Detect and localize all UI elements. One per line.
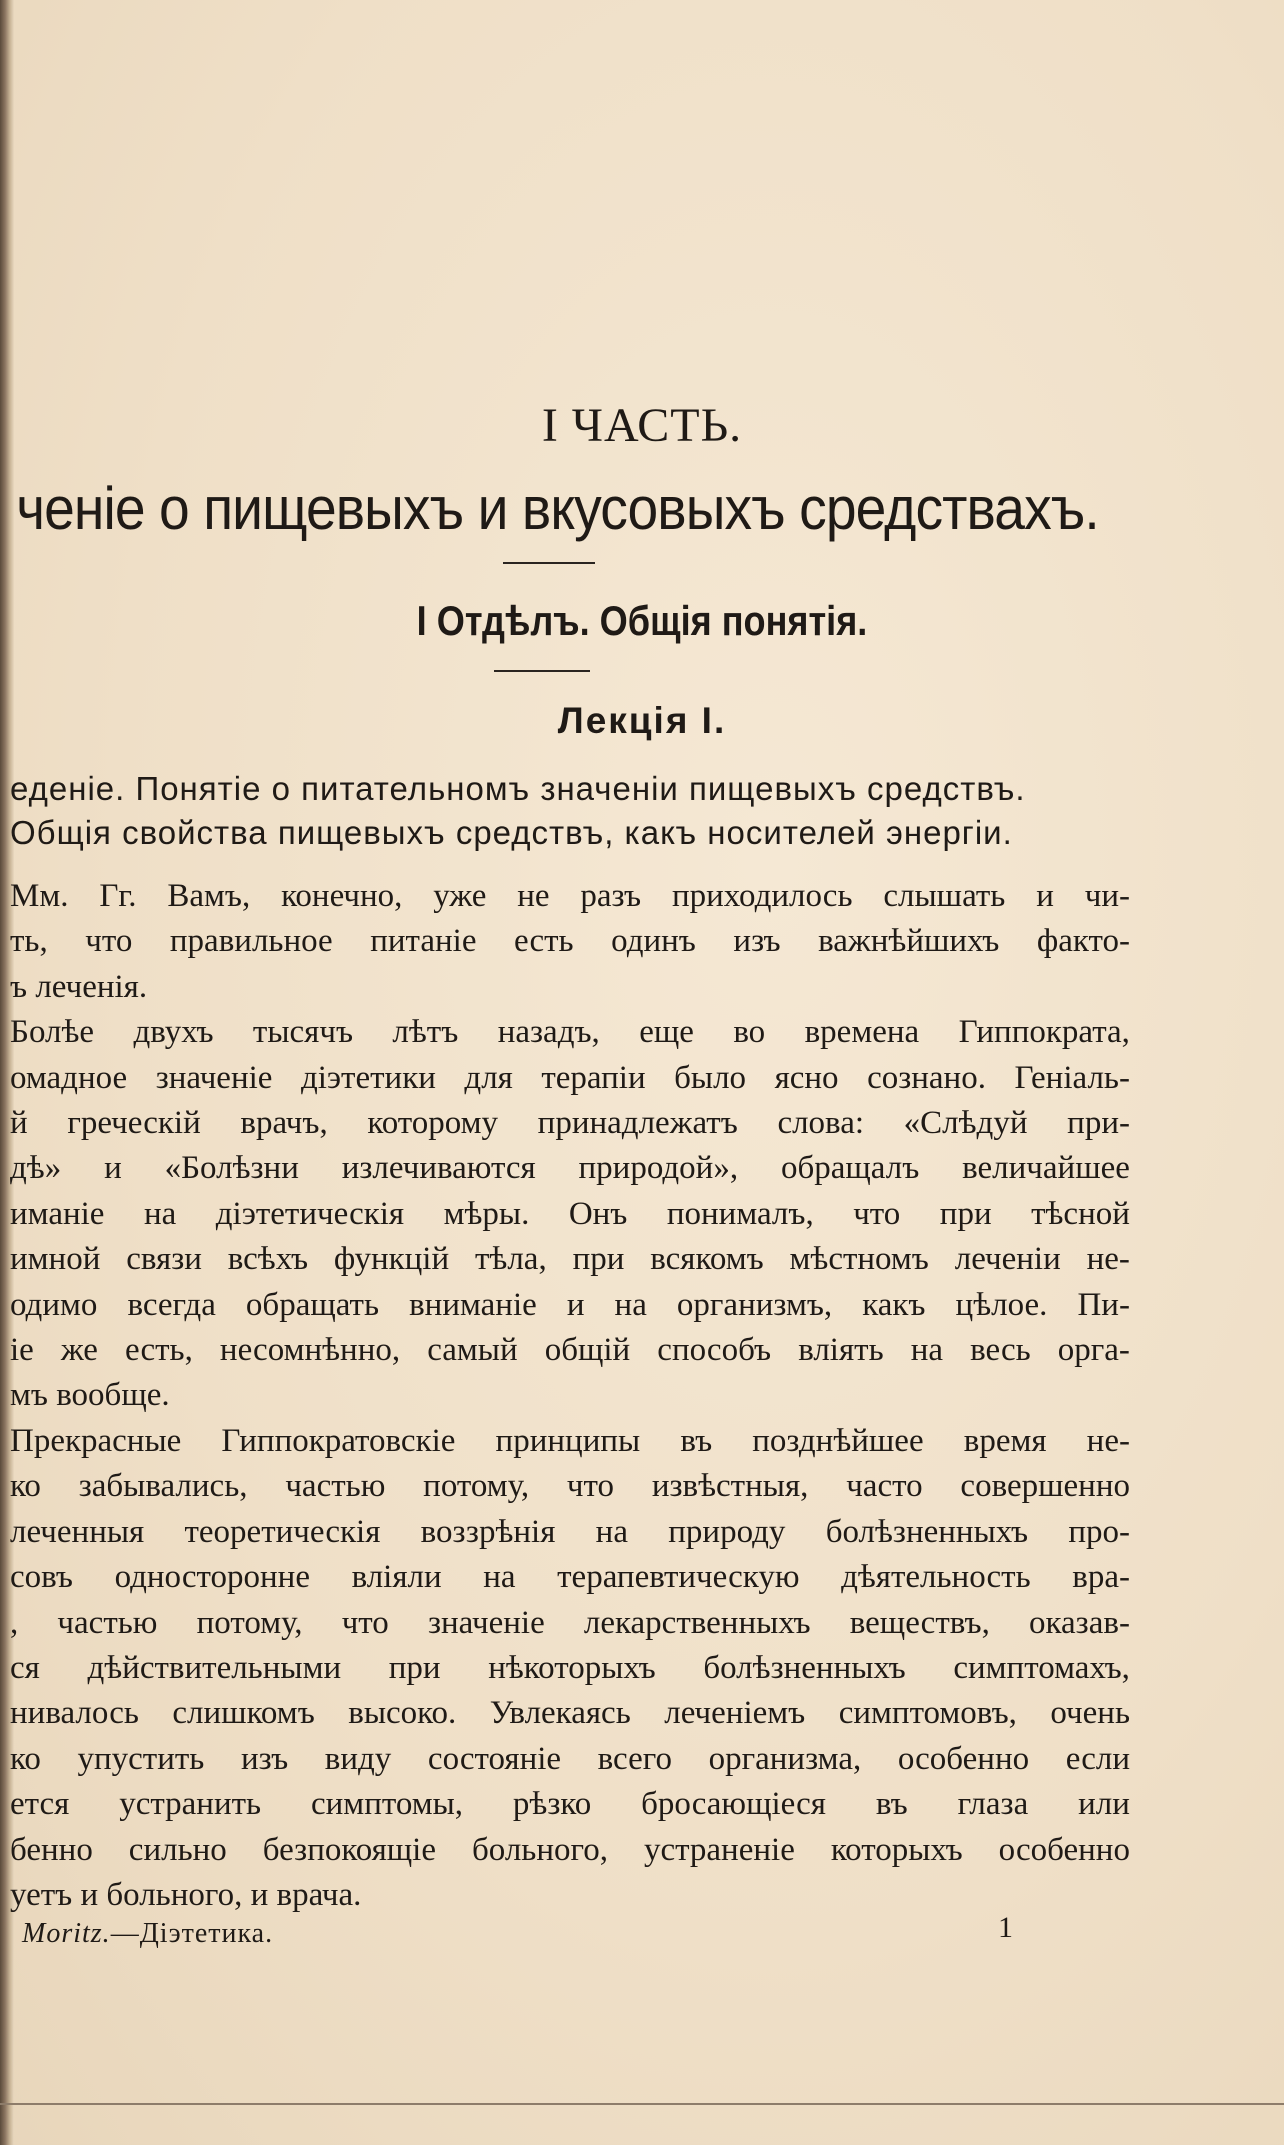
summary-line: еденіе. Понятіе о питательномъ значеніи пищевыхъ средствъ.: [10, 770, 1026, 807]
text-line: иманіе на діэтетическія мѣры. Онъ понималъ, что при тѣсной: [10, 1195, 1130, 1232]
part-title: I ЧАСТЬ.: [541, 399, 743, 452]
text-line: Прекрасные Гиппократовскіе принципы въ позднѣйшее время не-: [10, 1422, 1130, 1459]
text-line: іе же есть, несомнѣнно, самый общій способъ вліять на весь орга-: [10, 1332, 1130, 1369]
text-line: одимо всегда обращать вниманіе и на организмъ, какъ цѣлое. Пи-: [10, 1286, 1130, 1323]
page-bottom-edge: [0, 2103, 1284, 2105]
footer-author: Moritz.: [22, 1918, 111, 1949]
running-footer: [22, 1918, 273, 1950]
text-line: Болѣе двухъ тысячъ лѣтъ назадъ, еще во времена Гиппократа,: [10, 1014, 1130, 1051]
lecture-title: Лекція I.: [557, 700, 727, 741]
text-line: совъ односторонне вліяли на терапевтическую дѣятельность вра-: [10, 1559, 1130, 1596]
text-line: бенно сильно безпокоящіе больного, устраненіе которыхъ особенно: [10, 1831, 1130, 1868]
text-line: Мм. Гг. Вамъ, конечно, уже не разъ приходилось слышать и чи-: [10, 878, 1130, 914]
text-line: уетъ и больного, и врача.: [10, 1876, 362, 1913]
divider-rule: [494, 670, 590, 672]
page-number: 1: [998, 1911, 1013, 1944]
text-line: ко упустить изъ виду состояніе всего организма, особенно если: [10, 1740, 1130, 1777]
footer-book-title: —Діэтетика.: [110, 1918, 274, 1949]
text-line: ется устранить симптомы, рѣзко бросающіеся въ глаза или: [10, 1786, 1130, 1823]
text-line: ко забывались, частью потому, что извѣстныя, часто совершенно: [10, 1468, 1130, 1505]
body-text: [10, 874, 1130, 1918]
text-line: ть, что правильное питаніе есть одинъ изъ важнѣйшихъ факто-: [10, 923, 1130, 960]
lecture-summary: [10, 767, 1130, 855]
summary-line: Общія свойства пищевыхъ средствъ, какъ носителей энергіи.: [10, 814, 1013, 851]
text-line: мъ вообще.: [10, 1377, 170, 1414]
text-line: нивалось слишкомъ высоко. Увлекаясь леченіемъ симптомовъ, очень: [10, 1695, 1130, 1732]
text-line: , частью потому, что значеніе лекарственныхъ веществъ, оказав-: [10, 1604, 1130, 1641]
text-line: леченныя теоретическія воззрѣнія на природу болѣзненныхъ про-: [10, 1513, 1130, 1550]
text-line: ъ леченія.: [10, 968, 148, 1005]
divider-rule: [503, 562, 595, 564]
text-line: имной связи всѣхъ функцій тѣла, при всякомъ мѣстномъ леченіи не-: [10, 1241, 1130, 1278]
text-line: ся дѣйствительными при нѣкоторыхъ болѣзненныхъ симптомахъ,: [10, 1649, 1130, 1686]
text-line: й греческій врачъ, которому принадлежатъ слова: «Слѣдуй при-: [10, 1105, 1130, 1142]
section-title: ченіе о пищевыхъ и вкусовыхъ средствахъ.: [16, 475, 1099, 542]
department-title: I Отдѣлъ. Общія понятія.: [416, 597, 868, 644]
text-line: омадное значеніе діэтетики для терапіи было ясно сознано. Геніаль-: [10, 1059, 1130, 1096]
text-line: дѣ» и «Болѣзни излечиваются природой», обращалъ величайшее: [10, 1150, 1130, 1187]
